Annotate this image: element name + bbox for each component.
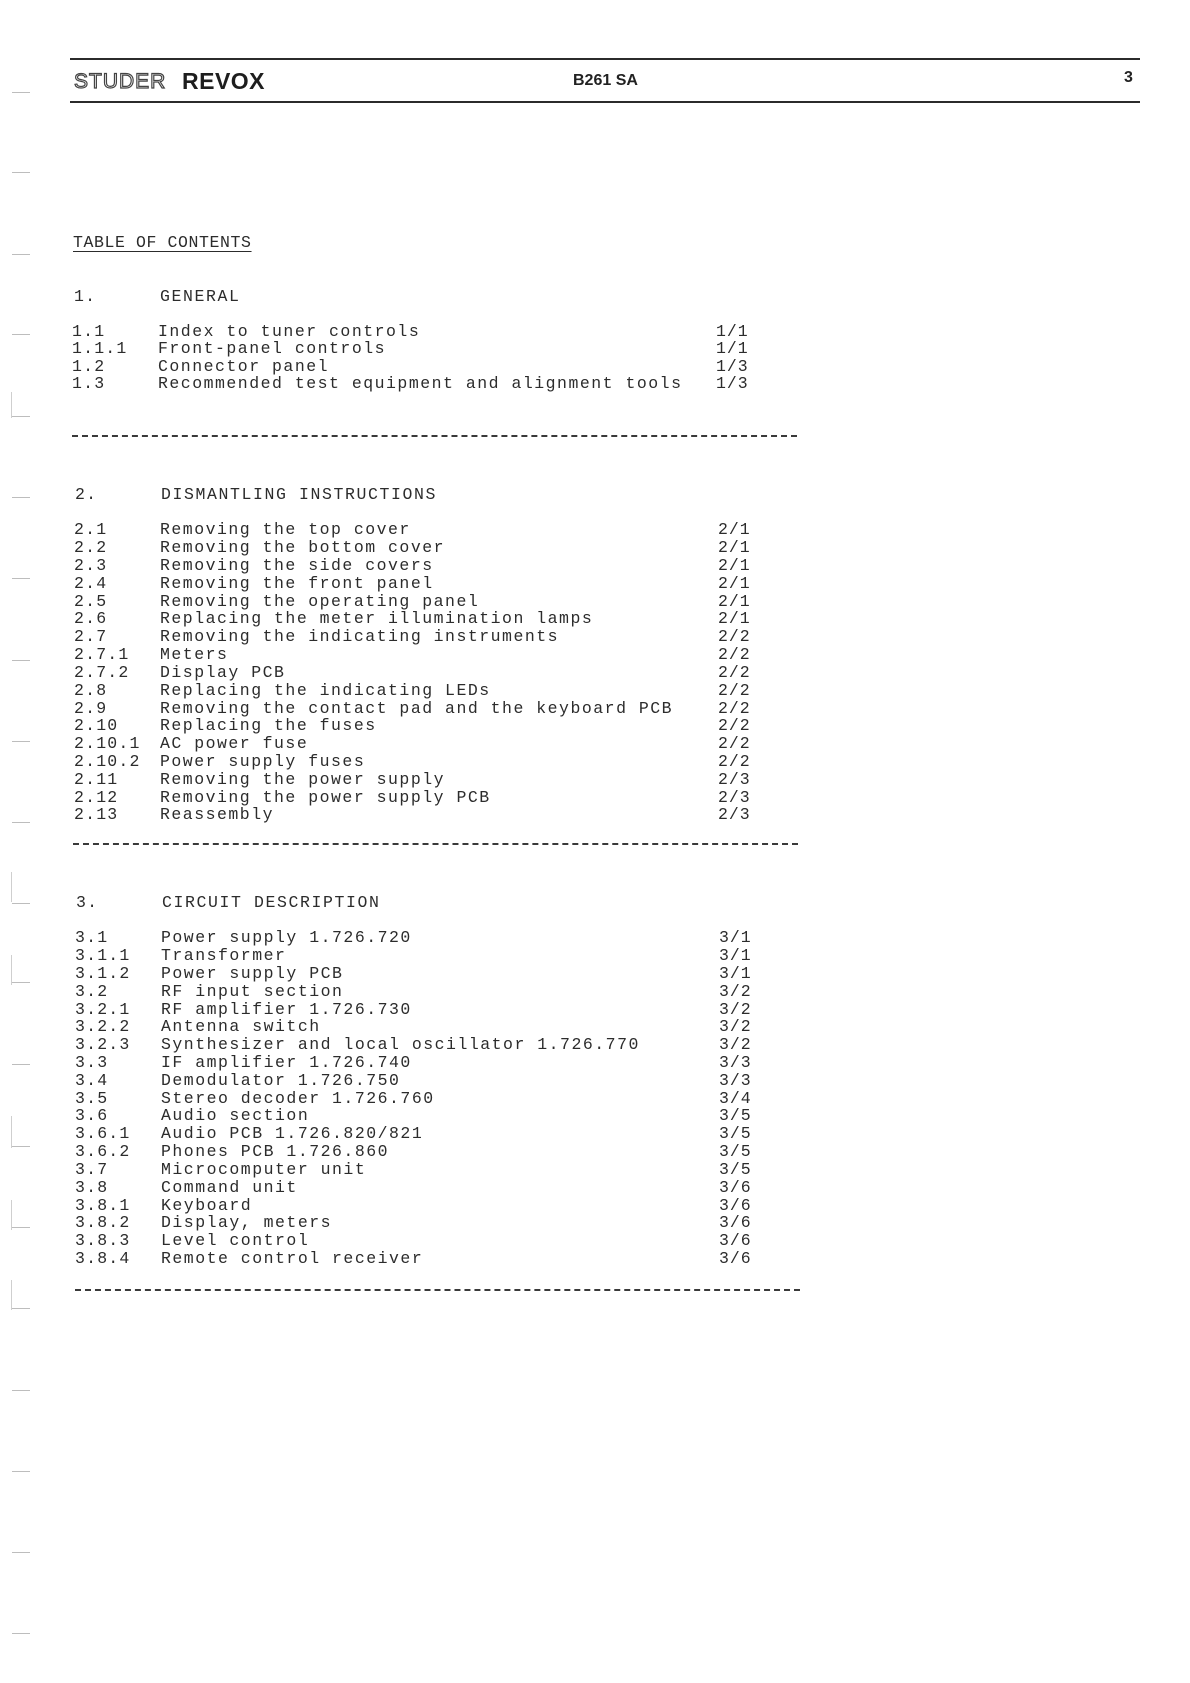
entry-title: Stereo decoder 1.726.760 [161, 1089, 435, 1108]
entry-title: Removing the power supply [160, 770, 446, 789]
entry-number: 3.8.4 [75, 1249, 131, 1268]
entry-number: 3.4 [75, 1071, 109, 1090]
entry-title: Index to tuner controls [158, 322, 421, 341]
entry-page: 3/6 [719, 1196, 752, 1215]
entry-number: 2.10.2 [74, 752, 141, 771]
page-number: 3 [1124, 69, 1133, 86]
entry-number: 3.6.1 [75, 1124, 131, 1143]
entry-number: 3.8.1 [75, 1196, 131, 1215]
entry-page: 2/2 [718, 716, 751, 735]
entry-number: 2.10 [74, 716, 119, 735]
entry-title: Removing the contact pad and the keyboard PCB [160, 699, 674, 718]
entry-page: 3/6 [719, 1213, 752, 1232]
entry-number: 2.2 [74, 538, 108, 557]
entry-number: 1.2 [72, 357, 106, 376]
entry-page: 3/6 [719, 1249, 752, 1268]
entry-page: 2/3 [718, 770, 751, 789]
entry-title: Removing the indicating instruments [160, 627, 560, 646]
entry-number: 2.8 [74, 681, 108, 700]
entry-page: 3/6 [719, 1178, 752, 1197]
entry-title: Replacing the fuses [160, 716, 377, 735]
entry-page: 2/2 [718, 752, 751, 771]
entry-page: 3/6 [719, 1231, 752, 1250]
entry-title: Microcomputer unit [161, 1160, 367, 1179]
entry-title: Audio PCB 1.726.820/821 [161, 1124, 424, 1143]
entry-title: Keyboard [161, 1196, 253, 1215]
section-number: 1. [74, 287, 97, 306]
studer-logo: STUDER [74, 70, 167, 93]
entry-page: 2/1 [718, 574, 751, 593]
section-title: GENERAL [160, 287, 241, 306]
section-separator [75, 1289, 800, 1291]
entry-page: 2/2 [718, 734, 751, 753]
section-separator [72, 435, 797, 437]
entry-page: 2/3 [718, 805, 751, 824]
entry-title: Command unit [161, 1178, 298, 1197]
entry-page: 3/5 [719, 1106, 752, 1125]
section-separator [73, 843, 798, 845]
entry-title: Removing the side covers [160, 556, 434, 575]
entry-number: 3.6.2 [75, 1142, 131, 1161]
entry-title: RF input section [161, 982, 344, 1001]
header-top-rule [70, 58, 1140, 60]
section-title: DISMANTLING INSTRUCTIONS [161, 485, 438, 504]
entry-page: 1/3 [716, 357, 749, 376]
entry-number: 2.4 [74, 574, 108, 593]
entry-number: 2.12 [74, 788, 119, 807]
entry-number: 3.2.1 [75, 1000, 131, 1019]
entry-page: 2/1 [718, 592, 751, 611]
entry-title: Reassembly [160, 805, 275, 824]
entry-number: 2.7.1 [74, 645, 130, 664]
entry-title: Level control [161, 1231, 310, 1250]
entry-page: 3/1 [719, 964, 752, 983]
entry-number: 2.9 [74, 699, 108, 718]
entry-title: Removing the front panel [160, 574, 434, 593]
entry-number: 2.13 [74, 805, 119, 824]
entry-number: 3.8.2 [75, 1213, 131, 1232]
entry-title: Power supply PCB [161, 964, 344, 983]
entry-page: 3/1 [719, 928, 752, 947]
entry-number: 2.5 [74, 592, 108, 611]
entry-page: 2/3 [718, 788, 751, 807]
entry-number: 2.11 [74, 770, 119, 789]
section-number: 3. [76, 893, 99, 912]
entry-number: 2.7.2 [74, 663, 130, 682]
entry-page: 3/5 [719, 1124, 752, 1143]
entry-number: 3.2 [75, 982, 109, 1001]
entry-number: 2.7 [74, 627, 108, 646]
entry-page: 3/3 [719, 1071, 752, 1090]
entry-title: Remote control receiver [161, 1249, 424, 1268]
entry-page: 3/4 [719, 1089, 752, 1108]
entry-title: IF amplifier 1.726.740 [161, 1053, 412, 1072]
entry-title: Recommended test equipment and alignment tools [158, 374, 683, 393]
entry-number: 3.1.2 [75, 964, 131, 983]
entry-title: Power supply 1.726.720 [161, 928, 412, 947]
entry-title: Front-panel controls [158, 339, 387, 358]
entry-title: Transformer [161, 946, 287, 965]
entry-title: Removing the bottom cover [160, 538, 446, 557]
entry-title: AC power fuse [160, 734, 309, 753]
entry-number: 2.6 [74, 609, 108, 628]
entry-page: 3/5 [719, 1142, 752, 1161]
revox-logo: REVOX [182, 68, 266, 94]
entry-page: 3/2 [719, 1000, 752, 1019]
entry-page: 1/1 [716, 339, 749, 358]
entry-page: 2/1 [718, 520, 751, 539]
entry-title: Removing the top cover [160, 520, 411, 539]
entry-title: Connector panel [158, 357, 330, 376]
entry-number: 2.3 [74, 556, 108, 575]
entry-number: 1.3 [72, 374, 106, 393]
entry-title: Replacing the meter illumination lamps [160, 609, 594, 628]
entry-title: Synthesizer and local oscillator 1.726.770 [161, 1035, 640, 1054]
entry-page: 3/1 [719, 946, 752, 965]
entry-number: 2.10.1 [74, 734, 141, 753]
entry-page: 2/1 [718, 538, 751, 557]
entry-number: 3.2.2 [75, 1017, 131, 1036]
entry-page: 2/2 [718, 645, 751, 664]
entry-page: 3/2 [719, 1017, 752, 1036]
entry-title: Display, meters [161, 1213, 333, 1232]
entry-number: 3.8.3 [75, 1231, 131, 1250]
entry-page: 3/3 [719, 1053, 752, 1072]
entry-title: Removing the power supply PCB [160, 788, 491, 807]
entry-page: 2/2 [718, 627, 751, 646]
entry-page: 3/2 [719, 1035, 752, 1054]
entry-number: 3.7 [75, 1160, 109, 1179]
entry-page: 1/3 [716, 374, 749, 393]
entry-page: 1/1 [716, 322, 749, 341]
entry-title: Display PCB [160, 663, 286, 682]
toc-title: TABLE OF CONTENTS [73, 233, 252, 252]
entry-title: Power supply fuses [160, 752, 366, 771]
entry-title: Replacing the indicating LEDs [160, 681, 491, 700]
entry-title: Demodulator 1.726.750 [161, 1071, 401, 1090]
entry-page: 3/2 [719, 982, 752, 1001]
entry-number: 3.1.1 [75, 946, 131, 965]
entry-number: 3.6 [75, 1106, 109, 1125]
entry-number: 3.2.3 [75, 1035, 131, 1054]
entry-page: 2/2 [718, 663, 751, 682]
entry-title: Audio section [161, 1106, 310, 1125]
entry-title: RF amplifier 1.726.730 [161, 1000, 412, 1019]
entry-page: 2/2 [718, 681, 751, 700]
section-title: CIRCUIT DESCRIPTION [162, 893, 381, 912]
entry-number: 1.1.1 [72, 339, 128, 358]
header-bottom-rule [70, 101, 1140, 103]
entry-number: 3.5 [75, 1089, 109, 1108]
entry-page: 2/1 [718, 556, 751, 575]
entry-page: 3/5 [719, 1160, 752, 1179]
entry-number: 2.1 [74, 520, 108, 539]
entry-title: Removing the operating panel [160, 592, 480, 611]
entry-title: Antenna switch [161, 1017, 321, 1036]
entry-page: 2/1 [718, 609, 751, 628]
section-number: 2. [75, 485, 98, 504]
model-number: B261 SA [573, 72, 638, 89]
entry-number: 3.8 [75, 1178, 109, 1197]
entry-title: Meters [160, 645, 229, 664]
entry-number: 1.1 [72, 322, 106, 341]
entry-page: 2/2 [718, 699, 751, 718]
entry-number: 3.1 [75, 928, 109, 947]
entry-number: 3.3 [75, 1053, 109, 1072]
entry-title: Phones PCB 1.726.860 [161, 1142, 390, 1161]
